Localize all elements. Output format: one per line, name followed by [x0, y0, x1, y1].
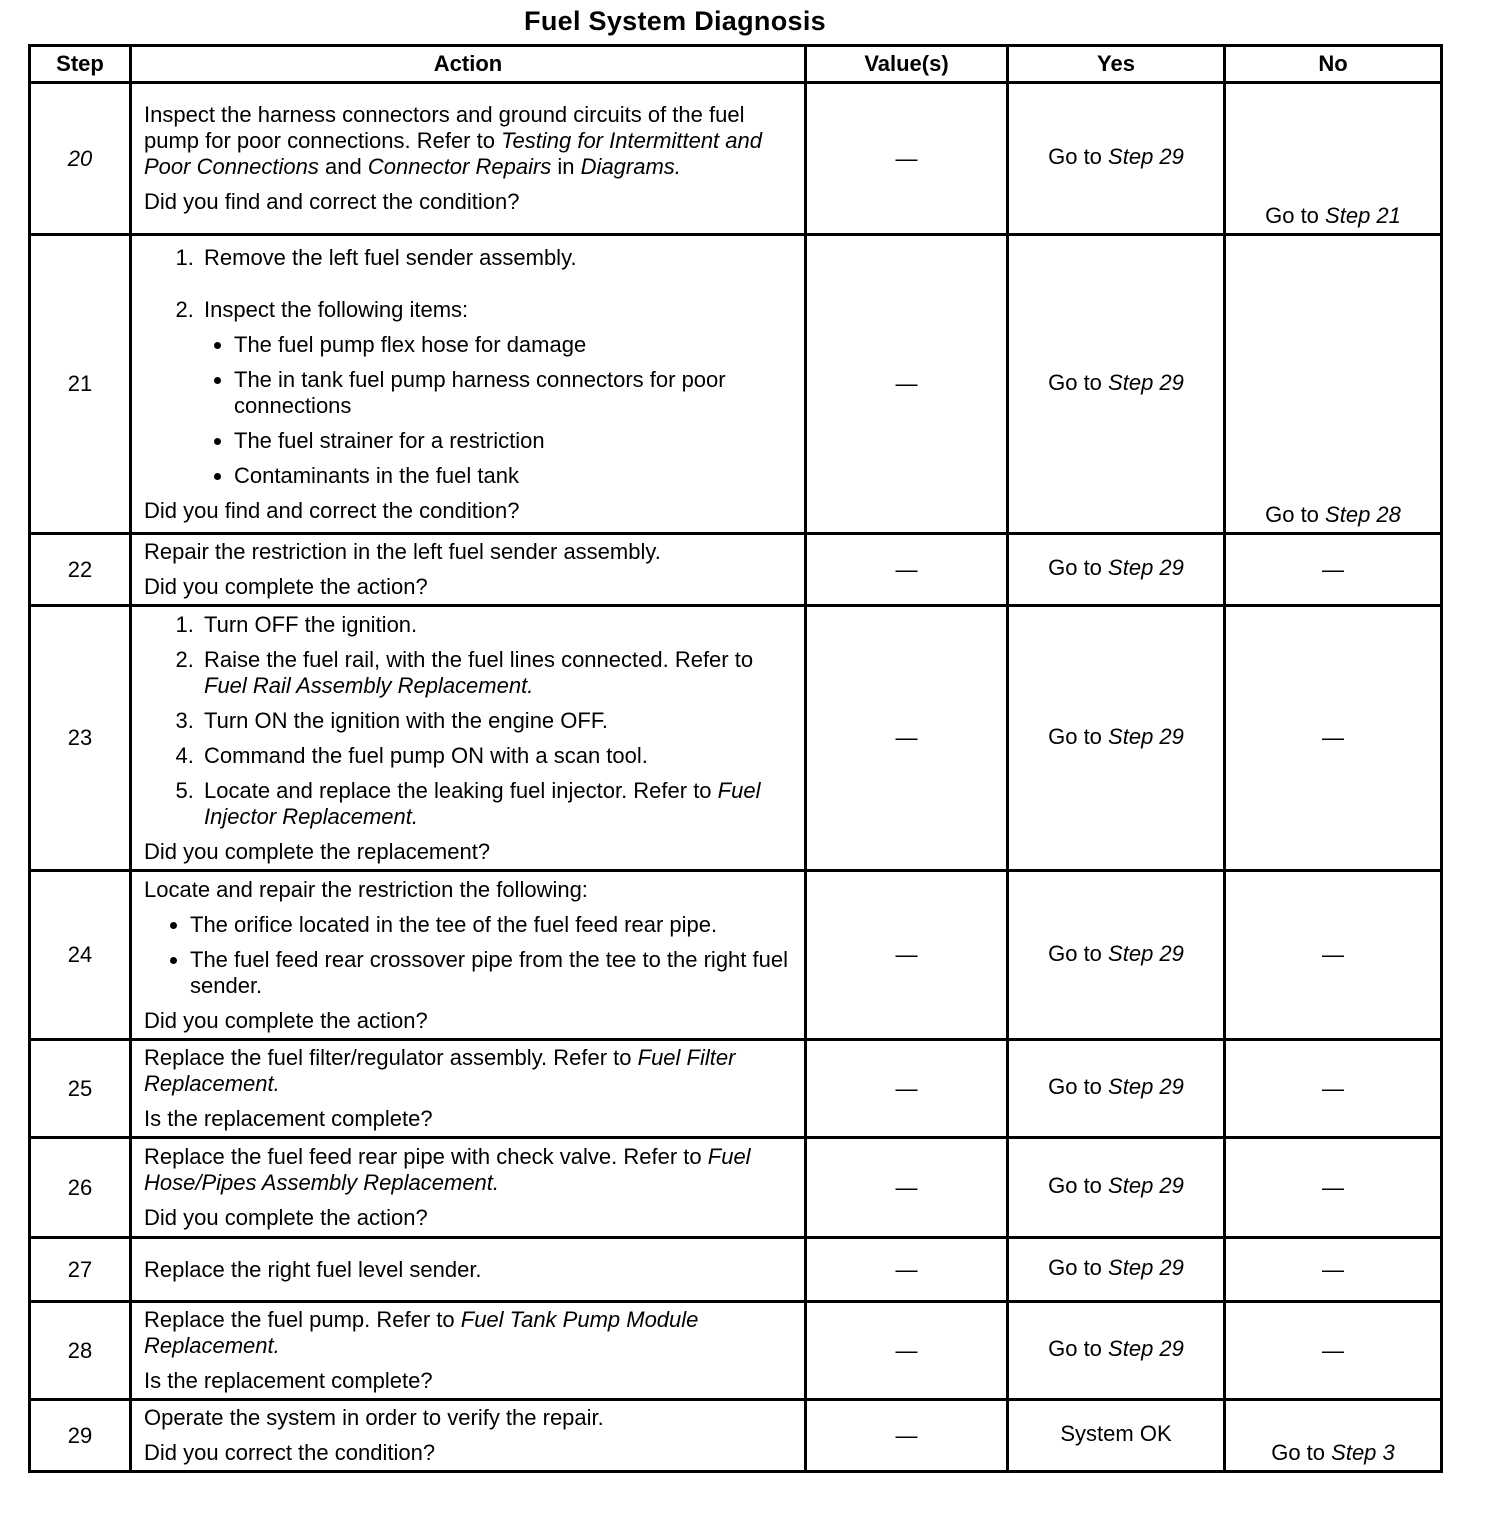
yes-cell[interactable]: Go to Step 29	[1008, 235, 1225, 534]
value-cell: —	[806, 83, 1008, 235]
action-step: 1. Turn OFF the ignition.	[200, 612, 792, 638]
value-cell: —	[806, 871, 1008, 1040]
value-cell: —	[806, 1138, 1008, 1238]
value-cell: —	[806, 235, 1008, 534]
header-step: Step	[30, 46, 131, 83]
action-text: Repair the restriction in the left fuel sender assembly.	[144, 539, 661, 564]
question-text: Did you find and correct the condition?	[144, 497, 520, 523]
action-text: Replace the fuel pump. Refer to Fuel Tank Pump Module Replacement.	[144, 1307, 699, 1358]
action-cell	[131, 606, 806, 871]
yes-cell[interactable]: Go to Step 29	[1008, 871, 1225, 1040]
yes-step-link[interactable]: Step 29	[1108, 1173, 1184, 1198]
bullet-item: • The fuel feed rear crossover pipe from the tee to the right fuel sender.	[190, 947, 792, 999]
action-cell	[131, 235, 806, 534]
question-text: Did you complete the replacement?	[144, 838, 491, 864]
step-number: 25	[30, 1040, 131, 1138]
question-text: Did you find and correct the condition?	[144, 189, 520, 214]
no-cell: —	[1225, 1040, 1442, 1138]
yes-cell[interactable]: Go to Step 29	[1008, 1302, 1225, 1400]
action-step: 3. Turn ON the ignition with the engine OFF.	[200, 708, 792, 734]
no-cell: —	[1225, 534, 1442, 606]
question-text: Did you complete the action?	[144, 1205, 428, 1230]
bullet-item: • The fuel strainer for a restriction	[234, 428, 792, 454]
step-number: 28	[30, 1302, 131, 1400]
bullet-item: • The in tank fuel pump harness connectors for poor connections	[234, 367, 792, 419]
yes-step-link[interactable]: Step 29	[1108, 555, 1184, 580]
bullet-item: • The fuel pump flex hose for damage	[234, 332, 792, 358]
table-row	[30, 871, 1442, 1040]
table-row	[30, 1302, 1442, 1400]
no-cell: —	[1225, 1138, 1442, 1238]
step-number: 27	[30, 1238, 131, 1302]
action-step: 4. Command the fuel pump ON with a scan tool.	[200, 743, 792, 769]
question-text: Did you complete the action?	[144, 1007, 428, 1033]
reference-link[interactable]: Fuel Injector Replacement.	[204, 777, 761, 829]
question-text: Did you complete the action?	[144, 574, 428, 599]
action-cell	[131, 871, 806, 1040]
value-cell: —	[806, 1040, 1008, 1138]
header-action: Action	[131, 46, 806, 83]
yes-cell[interactable]: Go to Step 29	[1008, 1138, 1225, 1238]
yes-cell	[1008, 1400, 1225, 1472]
action-step: 2. Inspect the following items:	[200, 297, 792, 323]
no-cell: —	[1225, 1302, 1442, 1400]
reference-link[interactable]: Connector Repairs	[367, 154, 552, 179]
action-steps	[144, 245, 792, 323]
step-number: 24	[30, 871, 131, 1040]
action-text: Replace the fuel feed rear pipe with check valve. Refer to Fuel Hose/Pipes Assembly Replacement.	[144, 1144, 751, 1195]
yes-step-link[interactable]: Step 29	[1108, 1074, 1184, 1099]
question-text: Is the replacement complete?	[144, 1106, 433, 1131]
table-header-row	[30, 46, 1442, 83]
restriction-items	[144, 912, 792, 999]
step-number: 20	[30, 83, 131, 235]
action-cell	[131, 1400, 806, 1472]
no-cell: —	[1225, 1238, 1442, 1302]
action-step: 1. Remove the left fuel sender assembly.	[200, 245, 792, 271]
no-cell[interactable]: Go to Step 21	[1225, 83, 1442, 235]
yes-step-link[interactable]: Step 29	[1108, 369, 1184, 395]
reference-link[interactable]: Fuel Hose/Pipes Assembly Replacement.	[144, 1144, 751, 1195]
step-number: 23	[30, 606, 131, 871]
action-cell	[131, 534, 806, 606]
step-number: 21	[30, 235, 131, 534]
table-row	[30, 83, 1442, 235]
table-row	[30, 1238, 1442, 1302]
action-cell	[131, 83, 806, 235]
header-yes: Yes	[1008, 46, 1225, 83]
reference-link[interactable]: Fuel Tank Pump Module Replacement.	[144, 1307, 699, 1358]
action-cell	[131, 1302, 806, 1400]
no-step-link[interactable]: Step 3	[1331, 1440, 1395, 1465]
header-no: No	[1225, 46, 1442, 83]
action-cell	[131, 1040, 806, 1138]
yes-cell[interactable]: Go to Step 29	[1008, 83, 1225, 235]
step-number: 29	[30, 1400, 131, 1472]
reference-link[interactable]: Testing for Intermittent and Poor Connections	[144, 128, 762, 179]
table-row	[30, 1138, 1442, 1238]
reference-link[interactable]: Fuel Rail Assembly Replacement.	[204, 672, 534, 698]
step-number: 26	[30, 1138, 131, 1238]
bullet-item: • Contaminants in the fuel tank	[234, 463, 792, 489]
inspect-items	[144, 332, 792, 489]
yes-cell[interactable]: Go to Step 29	[1008, 606, 1225, 871]
value-cell: —	[806, 1302, 1008, 1400]
yes-cell[interactable]: Go to Step 29	[1008, 1238, 1225, 1302]
action-cell	[131, 1138, 806, 1238]
value-cell: —	[806, 1400, 1008, 1472]
yes-cell[interactable]: Go to Step 29	[1008, 534, 1225, 606]
table-row	[30, 1040, 1442, 1138]
value-cell: —	[806, 534, 1008, 606]
bullet-item: • The orifice located in the tee of the fuel feed rear pipe.	[190, 912, 792, 938]
table-row	[30, 1400, 1442, 1472]
action-text: Replace the fuel filter/regulator assembly. Refer to Fuel Filter Replacement.	[144, 1045, 736, 1096]
no-cell[interactable]: Go to Step 28	[1225, 235, 1442, 534]
action-text: Replace the right fuel level sender.	[144, 1256, 482, 1282]
table-row	[30, 534, 1442, 606]
step-number: 22	[30, 534, 131, 606]
diagnosis-table	[28, 44, 1443, 1473]
reference-link[interactable]: Diagrams.	[580, 154, 681, 179]
no-step-link[interactable]: Step 21	[1325, 203, 1401, 228]
value-cell: —	[806, 1238, 1008, 1302]
action-text: Locate and repair the restriction the following:	[144, 876, 588, 902]
question-text: Did you correct the condition?	[144, 1440, 436, 1465]
action-text: Inspect the harness connectors and ground circuits of the fuel pump for poor connections. Refer to Testing for Intermittent and Poor Connections and Connector Repairs in Diagrams.	[144, 102, 762, 179]
yes-step-link[interactable]: Step 29	[1108, 1255, 1184, 1280]
table-row	[30, 235, 1442, 534]
action-steps	[144, 612, 792, 830]
yes-step-link[interactable]: Step 29	[1108, 144, 1184, 169]
table-row	[30, 606, 1442, 871]
action-step: 5. Locate and replace the leaking fuel injector. Refer to Fuel Injector Replacement.	[200, 778, 792, 830]
no-cell: —	[1225, 871, 1442, 1040]
action-cell	[131, 1238, 806, 1302]
yes-step-link[interactable]: Step 29	[1108, 940, 1184, 966]
yes-step-link[interactable]: Step 29	[1108, 1336, 1184, 1361]
no-cell: —	[1225, 606, 1442, 871]
yes-step-link[interactable]: Step 29	[1108, 723, 1184, 749]
header-values: Value(s)	[806, 46, 1008, 83]
value-cell: —	[806, 606, 1008, 871]
reference-link[interactable]: Fuel Filter Replacement.	[144, 1045, 736, 1096]
yes-cell[interactable]: Go to Step 29	[1008, 1040, 1225, 1138]
no-step-link[interactable]: Step 28	[1325, 502, 1401, 527]
no-cell[interactable]: Go to Step 3	[1225, 1400, 1442, 1472]
question-text: Is the replacement complete?	[144, 1368, 433, 1393]
system-ok-text: System OK	[1060, 1421, 1172, 1446]
page-title: Fuel System Diagnosis	[524, 6, 826, 36]
action-text: Operate the system in order to verify the repair.	[144, 1405, 604, 1430]
action-step: 2. Raise the fuel rail, with the fuel lines connected. Refer to Fuel Rail Assembly Replacement.	[200, 647, 792, 699]
